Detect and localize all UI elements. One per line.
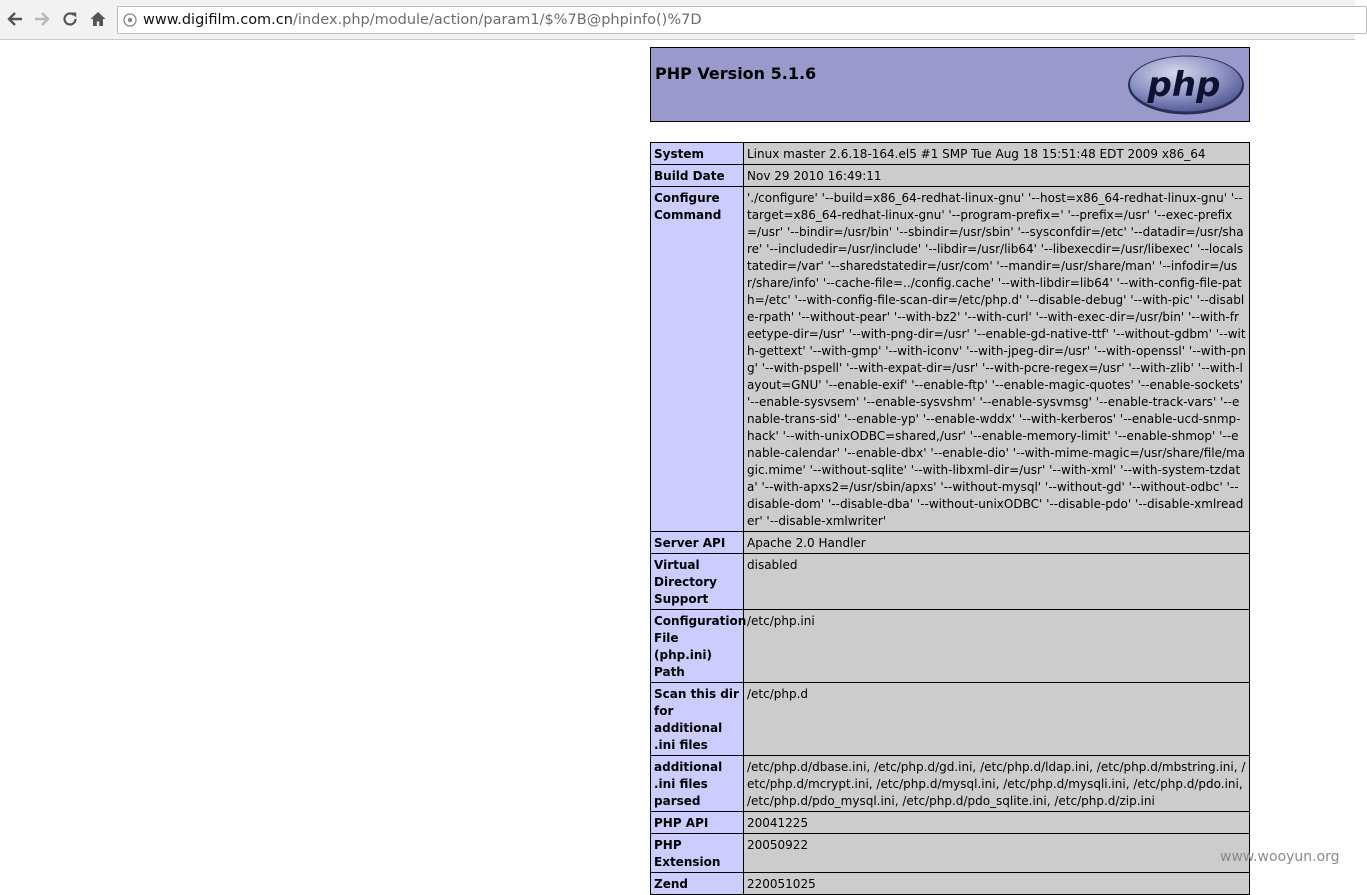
row-value: Nov 29 2010 16:49:11 [744, 165, 1250, 187]
table-row [651, 532, 1250, 554]
row-value: Apache 2.0 Handler [744, 532, 1250, 554]
url-text[interactable] [143, 11, 701, 29]
url-host: www.digifilm.com.cn [143, 12, 293, 28]
row-label: Scan this dir for additional .ini files [651, 683, 744, 756]
table-row [651, 683, 1250, 756]
browser-toolbar [0, 0, 1355, 40]
php-version-header [650, 47, 1250, 122]
table-row [651, 143, 1250, 165]
row-label: Zend [651, 873, 744, 895]
address-bar[interactable] [117, 6, 1367, 34]
page-title: PHP Version 5.1.6 [655, 64, 817, 83]
row-label: System [651, 143, 744, 165]
row-value: /etc/php.d [744, 683, 1250, 756]
row-value: /etc/php.d/dbase.ini, /etc/php.d/gd.ini, /etc/php.d/ldap.ini, /etc/php.d/mbstring.ini, /etc/php.d/mcrypt.ini, /etc/php.d/mysql.ini, /etc/php.d/mysqli.ini, /etc/php.d/pdo.ini, /etc/php.d/pdo_mysql.ini, /etc/php.d/pdo_sqlite.ini, /etc/php.d/zip.ini [744, 756, 1250, 812]
table-row [651, 610, 1250, 683]
row-value: 20050922 [744, 834, 1250, 873]
php-logo [1126, 54, 1246, 116]
row-label: Server API [651, 532, 744, 554]
home-icon[interactable] [87, 8, 109, 30]
row-value: './configure' '--build=x86_64-redhat-linux-gnu' '--host=x86_64-redhat-linux-gnu' '--target=x86_64-redhat-linux-gnu' '--program-prefix=' '--prefix=/usr' '--exec-prefix=/usr' '--bindir=/usr/bin' '--sbindir=/usr/sbin' '--sysconfdir=/etc' '--datadir=/usr/share' '--includedir=/usr/include' '--libdir=/usr/lib64' '--libexecdir=/usr/libexec' '--localstatedir=/var' '--sharedstatedir=/usr/com' '--mandir=/usr/share/man' '--infodir=/usr/share/info' '--cache-file=../config.cache' '--with-libdir=lib64' '--with-config-file-path=/etc' '--with-config-file-scan-dir=/etc/php.d' '--disable-debug' '--with-pic' '--disable-rpath' '--without-pear' '--with-bz2' '--with-curl' '--with-exec-dir=/usr/bin' '--with-freetype-dir=/usr' '--with-png-dir=/usr' '--enable-gd-native-ttf' '--without-gdbm' '--with-gettext' '--with-gmp' '--with-iconv' '--with-jpeg-dir=/usr' '--with-openssl' '--with-png' '--with-pspell' '--with-expat-dir=/usr' '--with-pcre-regex=/usr' '--with-zlib' '--with-layout=GNU' '--enable-exif' '--enable-ftp' '--enable-magic-quotes' '--enable-sockets' '--enable-sysvsem' '--enable-sysvshm' '--enable-sysvmsg' '--enable-track-vars' '--enable-trans-sid' '--enable-yp' '--enable-wddx' '--with-kerberos' '--enable-ucd-snmp-hack' '--with-unixODBC=shared,/usr' '--enable-memory-limit' '--enable-shmop' '--enable-calendar' '--enable-dbx' '--enable-dio' '--with-mime-magic=/usr/share/file/magic.mime' '--without-sqlite' '--with-libxml-dir=/usr' '--with-xml' '--with-system-tzdata' '--with-apxs2=/usr/sbin/apxs' '--without-mysql' '--without-gd' '--without-odbc' '--disable-dom' '--disable-dba' '--without-unixODBC' '--disable-pdo' '--disable-xmlreader' '--disable-xmlwriter' [744, 187, 1250, 532]
row-value: Linux master 2.6.18-164.el5 #1 SMP Tue Aug 18 15:51:48 EDT 2009 x86_64 [744, 143, 1250, 165]
php-logo-text: php [1147, 65, 1221, 105]
back-icon[interactable] [4, 8, 26, 30]
phpinfo-table [650, 142, 1250, 895]
table-row [651, 756, 1250, 812]
row-value: disabled [744, 554, 1250, 610]
url-path: /index.php/module/action/param1/$%7B@phpinfo()%7D [292, 12, 702, 28]
table-row [651, 812, 1250, 834]
row-label: PHP Extension [651, 834, 744, 873]
table-row [651, 187, 1250, 532]
row-label: Configure Command [651, 187, 744, 532]
row-label: Virtual Directory Support [651, 554, 744, 610]
forward-icon[interactable] [31, 8, 53, 30]
row-label: Configuration File (php.ini) Path [651, 610, 744, 683]
row-label: Build Date [651, 165, 744, 187]
table-row [651, 165, 1250, 187]
row-value: /etc/php.ini [744, 610, 1250, 683]
row-value: 220051025 [744, 873, 1250, 895]
row-label: PHP API [651, 812, 744, 834]
table-row [651, 873, 1250, 895]
row-label: additional .ini files parsed [651, 756, 744, 812]
page-icon [123, 13, 137, 27]
table-row [651, 834, 1250, 873]
reload-icon[interactable] [59, 8, 81, 30]
watermark: www.wooyun.org [1220, 849, 1340, 865]
table-row [651, 554, 1250, 610]
row-value: 20041225 [744, 812, 1250, 834]
